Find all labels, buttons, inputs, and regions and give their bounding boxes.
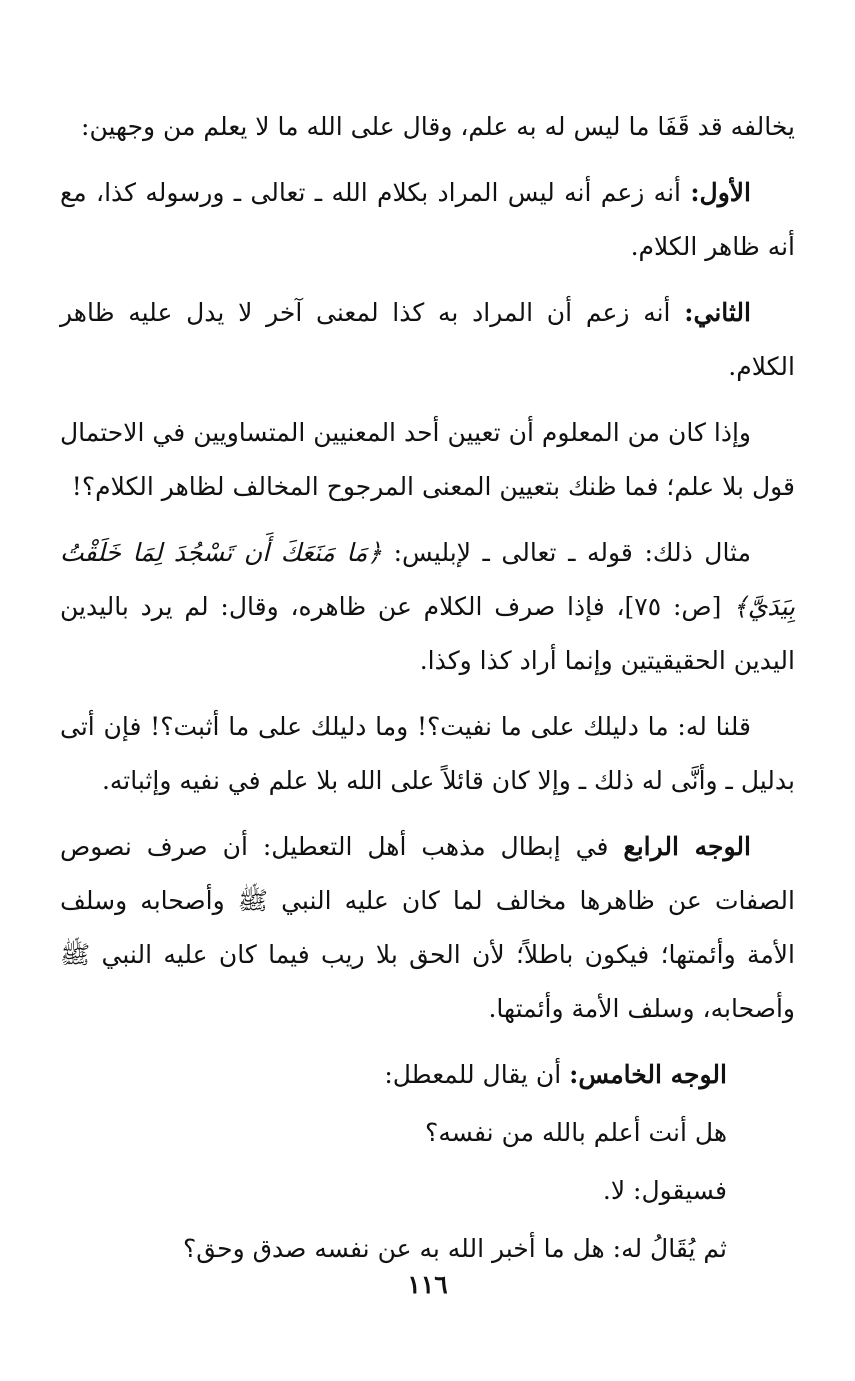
paragraph-equal-meanings <box>60 406 795 514</box>
paragraph-text: أنه زعم أنه ليس المراد بكلام الله ـ تعالى ـ ورسوله كذا، مع أنه ظاهر الكلام. <box>60 178 795 261</box>
paragraph-text: قلنا له: ما دليلك على ما نفيت؟! وما دليلك على ما أثبت؟! فإن أتى بدليل ـ وأنَّى له ذلك ـ وإلا كان قائلاً على الله بلا علم في نفيه وإثباته. <box>60 712 795 795</box>
dialogue-line: هل أنت أعلم بالله من نفسه؟ <box>425 1118 727 1147</box>
paragraph-fourth-aspect <box>60 820 795 1036</box>
dialogue-line: فسيقول: لا. <box>602 1176 727 1205</box>
paragraph-example <box>60 526 795 688</box>
paragraph-text: يخالفه قد قَفَا ما ليس له به علم، وقال على الله ما لا يعلم من وجهين: <box>81 112 795 141</box>
paragraph-first-reason <box>60 166 795 274</box>
page-number: ١١٦ <box>407 1270 448 1299</box>
paragraph-text: [ص: ٧٥]، فإذا صرف الكلام عن ظاهره، وقال: لم يرد باليدين اليدين الحقيقيتين وإنما أراد كذا وكذا. <box>60 592 795 675</box>
paragraph-text: مثال ذلك: قوله ـ تعالى ـ لإبليس: <box>382 538 751 567</box>
dialogue-line: ثم يُقَالُ له: هل ما أخبر الله به عن نفسه صدق وحق؟ <box>183 1234 727 1263</box>
paragraph-text: في إبطال مذهب أهل التعطيل: أن صرف نصوص الصفات عن ظاهرها مخالف لما كان عليه النبي ﷺ وأصحابه وسلف الأمة وأئمتها؛ فيكون باطلاً؛ لأن الحق بلا ريب فيما كان عليه النبي ﷺ وأصحابه، وسلف الأمة وأئمتها. <box>60 832 795 1023</box>
paragraph-lead: الأول: <box>690 178 751 207</box>
paragraph-reply <box>60 700 795 808</box>
quran-verse: ﴿مَا مَنَعَكَ أَن تَسْجُدَ لِمَا خَلَقْتُ بِيَدَيَّ﴾ <box>60 538 796 621</box>
paragraph-second-reason <box>60 286 795 394</box>
paragraph-text: أنه زعم أن المراد به كذا لمعنى آخر لا يدل عليه ظاهر الكلام. <box>60 298 795 381</box>
paragraph-intro <box>60 100 795 154</box>
paragraph-lead: الثاني: <box>684 298 751 327</box>
paragraph-text: أن يقال للمعطل: <box>384 1060 570 1089</box>
paragraph-fifth-aspect <box>60 1048 795 1102</box>
paragraph-lead: الوجه الخامس: <box>569 1060 727 1089</box>
paragraph-text: وإذا كان من المعلوم أن تعيين أحد المعنيين المتساويين في الاحتمال قول بلا علم؛ فما ظنك بتعيين المعنى المرجوح المخالف لظاهر الكلام؟! <box>60 418 795 501</box>
paragraph-lead: الوجه الرابع <box>623 832 751 861</box>
